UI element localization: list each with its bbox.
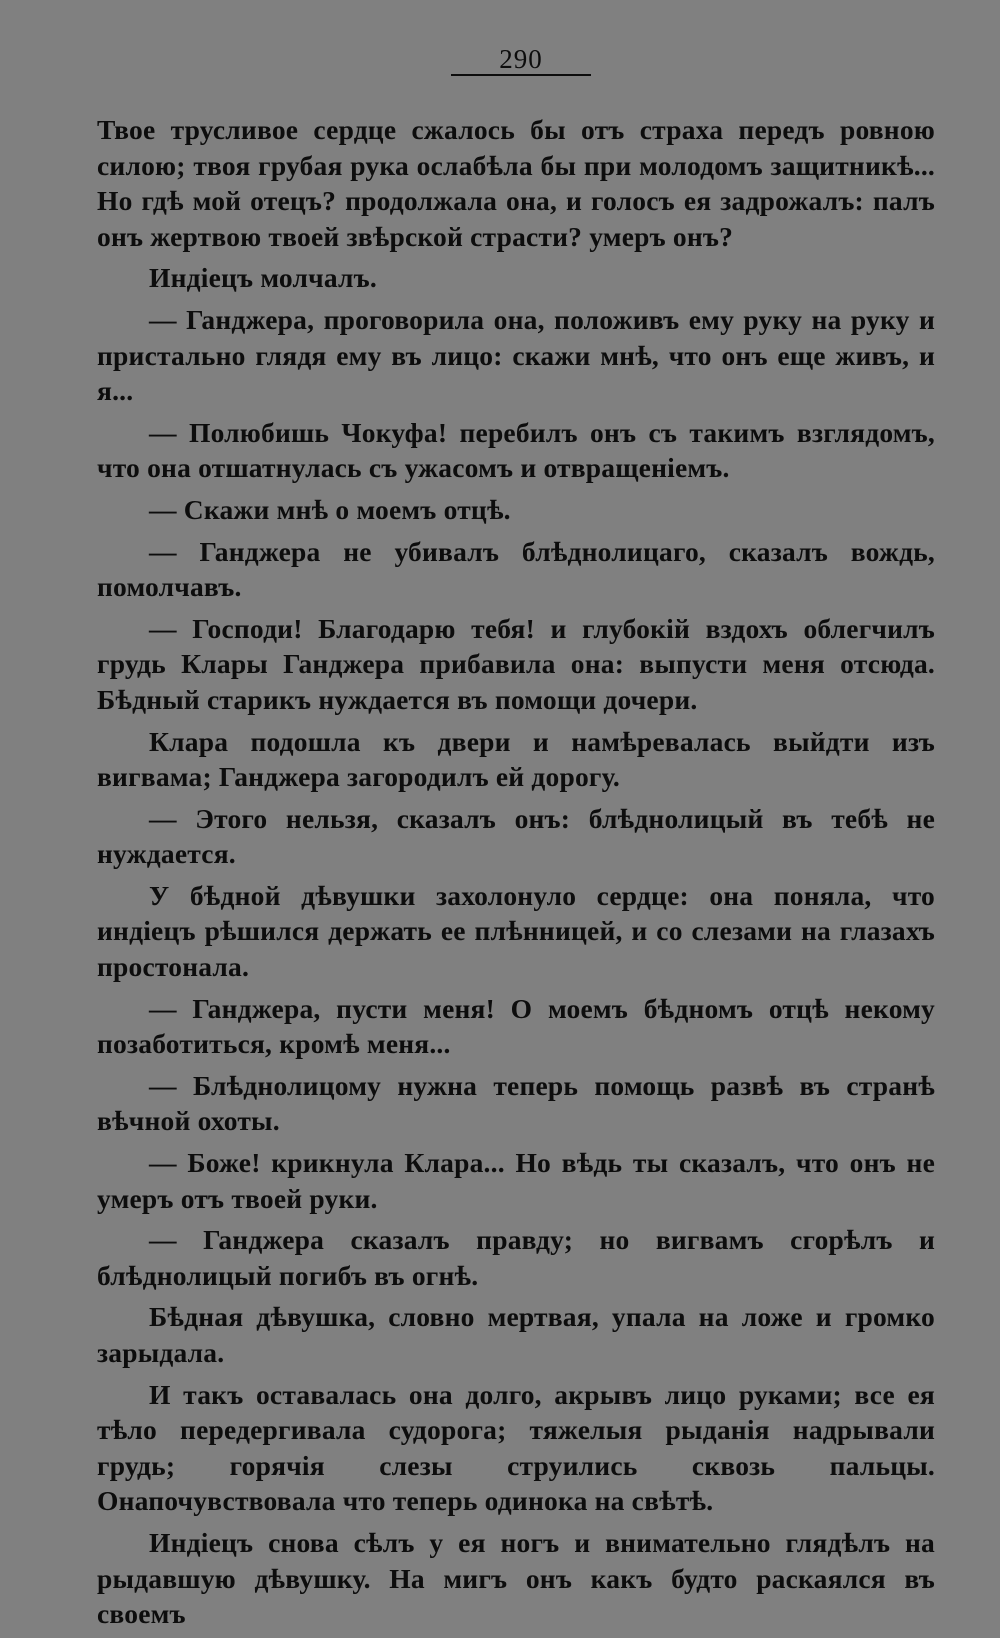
paragraph: — Господи! Благодарю тебя! и глубокій вздохъ облегчилъ грудь Клары Ганджера прибавила она: выпусти меня отсюда. Бѣдный старикъ нуждается въ помощи дочери. [97,612,935,715]
paragraph: Клара подошла къ двери и намѣревалась выйдти изъ вигвама; Ганджера загородилъ ей дорогу. [97,725,935,793]
paragraph: Индіецъ молчалъ. [149,262,377,294]
paragraph: — Ганджера, пусти меня! О моемъ бѣдномъ отцѣ некому позаботиться, кромѣ меня... [97,992,935,1060]
paragraph: У бѣдной дѣвушки захолонуло сердце: она поняла, что индіецъ рѣшился держать ее плѣнницей, и со слезами на глазахъ простонала. [97,879,935,983]
paragraph: — Ганджера, проговорила она, положивъ ему руку на руку и пристально глядя ему въ лицо: скажи мнѣ, что онъ еще живъ, и я... [97,303,935,407]
page-number: 290 [451,44,591,76]
page-header [107,44,935,90]
paragraph: — Ганджера не убивалъ блѣднолицаго, сказалъ вождь, помолчавъ. [97,535,935,603]
paragraph: — Ганджера сказалъ правду; но вигвамъ сгорѣлъ и блѣднолицый погибъ въ огнѣ. [97,1224,935,1291]
paragraph: И такъ оставалась она долго, акрывъ лицо руками; все ея тѣло передергивала судорога; тяжелыя рыданія надрывали грудь; горячія слезы струились сквозь пальцы. Онапочувствовала что теперь одинока на свѣтѣ. [97,1378,935,1517]
paragraph: — Полюбишь Чокуфа! перебилъ онъ съ такимъ взглядомъ, что она отшатнулась съ ужасомъ и отвращеніемъ. [97,416,935,484]
paragraph: — Боже! крикнула Клара... Но вѣдь ты сказалъ, что онъ не умеръ отъ твоей руки. [97,1147,935,1214]
body-text [97,112,935,1632]
paragraph: Бѣдная дѣвушка, словно мертвая, упала на ложе и громко зарыдала. [97,1301,935,1368]
paragraph: Твое трусливое сердце сжалось бы отъ страха передъ ровнoю силою; твоя грубая рука ослабѣла бы при молодомъ защитникѣ... Но гдѣ мой отецъ? продолжала она, и голосъ ея задрожалъ: палъ онъ жертвою твоей звѣрской страсти? умеръ онъ? [97,114,935,252]
paragraph: — Блѣднолицому нужна теперь помощь развѣ въ странѣ вѣчной охоты. [97,1069,935,1137]
paragraph: Индіецъ снова сѣлъ у ея ногъ и внимательно глядѣлъ на рыдавшую дѣвушку. На мигъ онъ какъ будто раскаялся въ своемъ [97,1526,935,1630]
book-page [97,44,935,1638]
paragraph: — Скажи мнѣ о моемъ отцѣ. [149,493,511,525]
paragraph: — Этого нельзя, сказалъ онъ: блѣднолицый въ тебѣ не нуждается. [97,802,935,870]
